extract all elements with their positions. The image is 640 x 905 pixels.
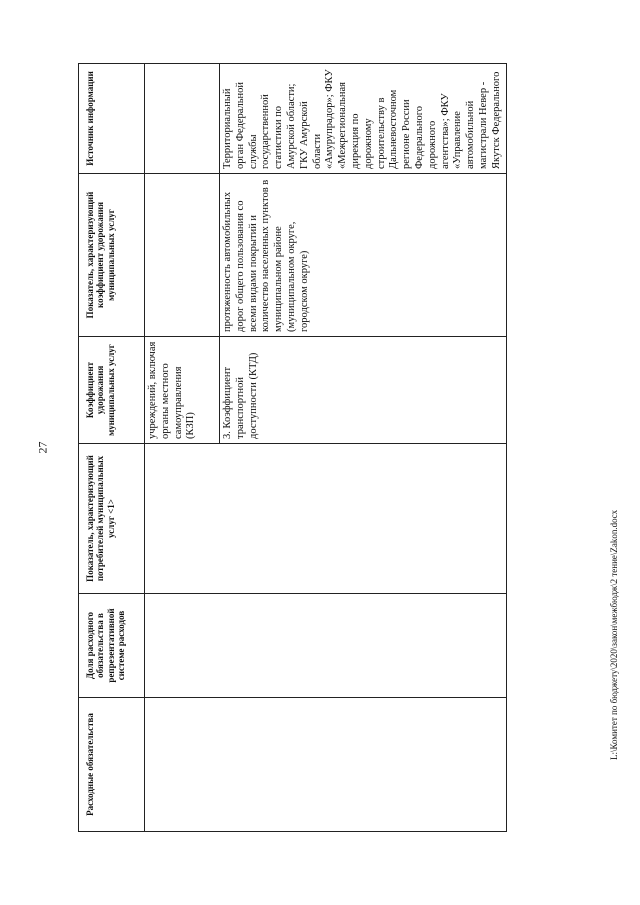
header-cost-coefficient: Коэффициент удорожания муниципальных услуг xyxy=(79,337,145,444)
header-source: Источник информации xyxy=(79,64,145,174)
cell-empty xyxy=(145,698,507,832)
cell-empty xyxy=(145,174,220,337)
cell-empty xyxy=(145,444,507,594)
cell-empty xyxy=(145,64,220,174)
footer-file-path: L:\Комитет по бюджету\2020\закон\межбюдж\2 тение\Zakon.docx xyxy=(609,509,619,760)
cell-source: Территориальный орган Федеральной службы государственной статистики по Амурской области; ГКУ Амурской области «Амурупрадор»; ФКУ «Межрегиональная дирекция по дорожному строительству в Дальневосточном регионе России Федерального дорожного агентства»; ФКУ «Управление автомобильной магистрали Невер - Якутск Федерального xyxy=(220,64,507,174)
cell-indicator-roads: протяженность автомобильных дорог общего пользования со всеми видами покрытий и количество населенных пунктов в муниципальном районе (муниципальном округе, городском округе) xyxy=(220,174,507,337)
cell-coef-ktd: 3. Коэффициент транспортной доступности (КТД) xyxy=(220,337,507,444)
table-row xyxy=(145,64,152,832)
header-coefficient-indicator: Показатель, характеризующий коэффициент удорожания муниципальных услуг xyxy=(79,174,145,337)
cell-empty xyxy=(145,594,507,698)
header-share: Доля расходного обязательства в репрезентативной системе расходов xyxy=(79,594,145,698)
table-header-row xyxy=(79,64,145,832)
rotated-table-container xyxy=(78,64,502,832)
page-number: 27 xyxy=(35,441,50,454)
header-expense-obligations: Расходные обязательства xyxy=(79,698,145,832)
data-table xyxy=(78,63,507,832)
cell-coef-kzp: учреждений, включая органы местного самоуправления (КЗП) xyxy=(145,337,220,444)
header-consumer-indicator: Показатель, характеризующий потребителей муниципальных услуг <1> xyxy=(79,444,145,594)
